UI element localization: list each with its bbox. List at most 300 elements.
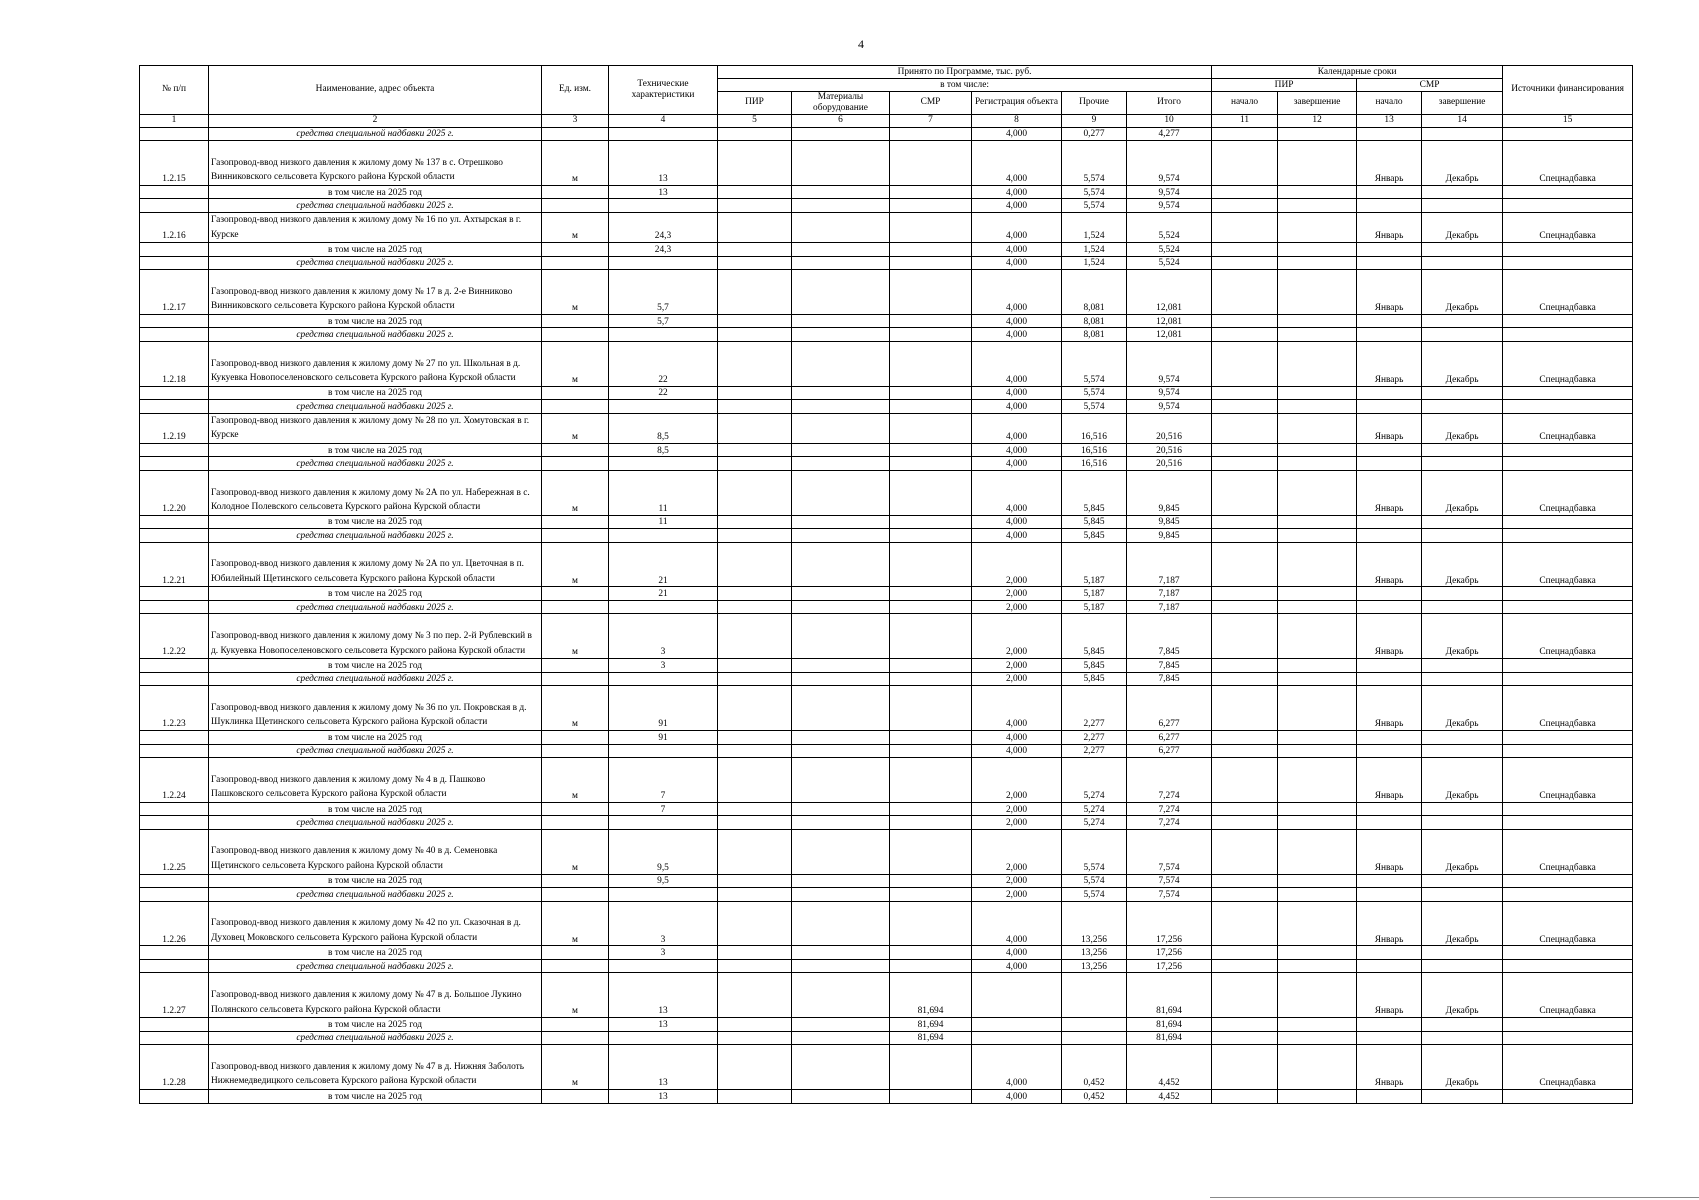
smr-cell: [890, 614, 972, 659]
pir-cell: [718, 270, 792, 315]
total-cell: 5,524: [1127, 212, 1212, 242]
pir-start-cell: [1212, 600, 1278, 614]
object-name: средства специальной надбавки 2025 г.: [209, 888, 542, 902]
source-cell: [1503, 874, 1633, 888]
other-cell: 1,524: [1062, 243, 1127, 257]
registration-cell: [972, 973, 1062, 1018]
registration-cell: 4,000: [972, 731, 1062, 745]
header-smr: СМР: [890, 92, 972, 115]
pir-end-cell: [1278, 946, 1357, 960]
registration-cell: 4,000: [972, 457, 1062, 471]
tech-cell: 13: [609, 1045, 718, 1090]
smr-cell: [890, 600, 972, 614]
object-name: в том числе на 2025 год: [209, 1090, 542, 1104]
smr-start-cell: [1357, 731, 1422, 745]
pir-end-cell: [1278, 600, 1357, 614]
column-number: 1: [140, 114, 209, 127]
source-cell: Спецнадбавка: [1503, 614, 1633, 659]
row-number: [140, 400, 209, 414]
materials-cell: [792, 744, 890, 758]
object-row: [140, 270, 1633, 315]
pir-start-cell: [1212, 959, 1278, 973]
row-number: [140, 185, 209, 199]
object-name: в том числе на 2025 год: [209, 314, 542, 328]
source-cell: [1503, 816, 1633, 830]
smr-cell: [890, 1045, 972, 1090]
total-cell: 7,187: [1127, 600, 1212, 614]
column-number: 4: [609, 114, 718, 127]
unit-cell: [542, 457, 609, 471]
pir-cell: [718, 1045, 792, 1090]
smr-cell: [890, 185, 972, 199]
row-number: [140, 1018, 209, 1032]
tech-cell: [609, 328, 718, 342]
smr-end-cell: Декабрь: [1422, 470, 1503, 515]
object-row: [140, 829, 1633, 874]
smr-cell: [890, 888, 972, 902]
registration-cell: 4,000: [972, 400, 1062, 414]
tech-cell: [609, 127, 718, 141]
pir-cell: [718, 946, 792, 960]
registration-cell: [972, 1018, 1062, 1032]
pir-end-cell: [1278, 386, 1357, 400]
object-row: [140, 758, 1633, 803]
object-name: в том числе на 2025 год: [209, 1018, 542, 1032]
other-cell: 5,574: [1062, 829, 1127, 874]
special-surcharge-row: [140, 888, 1633, 902]
smr-cell: [890, 470, 972, 515]
total-cell: 9,574: [1127, 141, 1212, 186]
pir-end-cell: [1278, 816, 1357, 830]
total-cell: 7,845: [1127, 659, 1212, 673]
total-cell: 7,574: [1127, 888, 1212, 902]
object-row: [140, 212, 1633, 242]
page-number: 4: [858, 37, 864, 51]
pir-cell: [718, 529, 792, 543]
other-cell: 5,574: [1062, 874, 1127, 888]
object-name: средства специальной надбавки 2025 г.: [209, 328, 542, 342]
pir-start-cell: [1212, 199, 1278, 213]
row-number: [140, 731, 209, 745]
object-name: в том числе на 2025 год: [209, 515, 542, 529]
smr-cell: [890, 127, 972, 141]
column-numbers-row: [140, 114, 1633, 127]
pir-cell: [718, 443, 792, 457]
tech-cell: [609, 672, 718, 686]
year-subtotal-row: [140, 731, 1633, 745]
smr-cell: [890, 901, 972, 946]
registration-cell: 2,000: [972, 758, 1062, 803]
tech-cell: 91: [609, 731, 718, 745]
other-cell: 2,277: [1062, 744, 1127, 758]
smr-cell: [890, 686, 972, 731]
smr-end-cell: [1422, 600, 1503, 614]
pir-cell: [718, 256, 792, 270]
unit-cell: [542, 1018, 609, 1032]
pir-start-cell: [1212, 744, 1278, 758]
registration-cell: 4,000: [972, 1090, 1062, 1104]
total-cell: 81,694: [1127, 1018, 1212, 1032]
smr-end-cell: [1422, 314, 1503, 328]
unit-cell: [542, 243, 609, 257]
unit-cell: м: [542, 470, 609, 515]
special-surcharge-row: [140, 328, 1633, 342]
materials-cell: [792, 1031, 890, 1045]
row-number: 1.2.15: [140, 141, 209, 186]
materials-cell: [792, 443, 890, 457]
year-subtotal-row: [140, 802, 1633, 816]
source-cell: [1503, 888, 1633, 902]
other-cell: [1062, 1018, 1127, 1032]
materials-cell: [792, 457, 890, 471]
smr-start-cell: [1357, 328, 1422, 342]
row-number: 1.2.20: [140, 470, 209, 515]
source-cell: [1503, 731, 1633, 745]
smr-cell: [890, 314, 972, 328]
materials-cell: [792, 413, 890, 443]
smr-end-cell: [1422, 1018, 1503, 1032]
unit-cell: [542, 1090, 609, 1104]
unit-cell: м: [542, 542, 609, 587]
materials-cell: [792, 1018, 890, 1032]
smr-end-cell: [1422, 127, 1503, 141]
row-number: [140, 328, 209, 342]
tech-cell: 5,7: [609, 270, 718, 315]
smr-end-cell: Декабрь: [1422, 542, 1503, 587]
pir-cell: [718, 874, 792, 888]
pir-end-cell: [1278, 672, 1357, 686]
row-number: 1.2.24: [140, 758, 209, 803]
smr-end-cell: [1422, 874, 1503, 888]
other-cell: 8,081: [1062, 314, 1127, 328]
other-cell: 5,274: [1062, 816, 1127, 830]
registration-cell: 2,000: [972, 542, 1062, 587]
pir-end-cell: [1278, 731, 1357, 745]
pir-cell: [718, 614, 792, 659]
smr-end-cell: [1422, 1090, 1503, 1104]
total-cell: 17,256: [1127, 946, 1212, 960]
pir-start-cell: [1212, 127, 1278, 141]
smr-end-cell: Декабрь: [1422, 901, 1503, 946]
source-cell: Спецнадбавка: [1503, 270, 1633, 315]
materials-cell: [792, 973, 890, 1018]
pir-start-cell: [1212, 443, 1278, 457]
object-name: средства специальной надбавки 2025 г.: [209, 529, 542, 543]
smr-cell: [890, 874, 972, 888]
total-cell: 7,274: [1127, 802, 1212, 816]
tech-cell: 8,5: [609, 443, 718, 457]
pir-end-cell: [1278, 199, 1357, 213]
total-cell: 9,574: [1127, 400, 1212, 414]
smr-start-cell: [1357, 1031, 1422, 1045]
pir-start-cell: [1212, 1031, 1278, 1045]
smr-start-cell: [1357, 185, 1422, 199]
row-number: [140, 744, 209, 758]
smr-start-cell: [1357, 386, 1422, 400]
pir-cell: [718, 829, 792, 874]
unit-cell: [542, 802, 609, 816]
year-subtotal-row: [140, 946, 1633, 960]
tech-cell: [609, 744, 718, 758]
column-number: 11: [1212, 114, 1278, 127]
source-cell: Спецнадбавка: [1503, 901, 1633, 946]
other-cell: 8,081: [1062, 270, 1127, 315]
special-surcharge-row: [140, 744, 1633, 758]
source-cell: [1503, 672, 1633, 686]
pir-start-cell: [1212, 243, 1278, 257]
other-cell: 5,274: [1062, 758, 1127, 803]
object-row: [140, 413, 1633, 443]
smr-end-cell: [1422, 457, 1503, 471]
unit-cell: [542, 443, 609, 457]
pir-cell: [718, 243, 792, 257]
row-number: 1.2.26: [140, 901, 209, 946]
pir-start-cell: [1212, 874, 1278, 888]
scan-edge-line: [1210, 1197, 1699, 1198]
object-name: Газопровод-ввод низкого давления к жилому дому № 27 по ул. Школьная в д. Кукуевка Новопоселеновского сельсовета Курского района Курской области: [209, 341, 542, 386]
other-cell: 5,274: [1062, 802, 1127, 816]
registration-cell: 2,000: [972, 802, 1062, 816]
object-row: [140, 470, 1633, 515]
header-accepted: Принято по Программе, тыс. руб.: [718, 66, 1212, 79]
source-cell: [1503, 587, 1633, 601]
total-cell: 20,516: [1127, 413, 1212, 443]
registration-cell: 4,000: [972, 270, 1062, 315]
smr-cell: [890, 587, 972, 601]
unit-cell: м: [542, 973, 609, 1018]
header-name: Наименование, адрес объекта: [209, 66, 542, 115]
unit-cell: [542, 744, 609, 758]
pir-cell: [718, 328, 792, 342]
pir-start-cell: [1212, 1090, 1278, 1104]
pir-cell: [718, 212, 792, 242]
materials-cell: [792, 946, 890, 960]
pir-start-cell: [1212, 529, 1278, 543]
other-cell: 13,256: [1062, 946, 1127, 960]
materials-cell: [792, 874, 890, 888]
header-cal-pir: ПИР: [1212, 79, 1357, 92]
year-subtotal-row: [140, 386, 1633, 400]
object-name: средства специальной надбавки 2025 г.: [209, 400, 542, 414]
source-cell: [1503, 744, 1633, 758]
smr-start-cell: Январь: [1357, 758, 1422, 803]
pir-end-cell: [1278, 212, 1357, 242]
smr-cell: [890, 270, 972, 315]
source-cell: Спецнадбавка: [1503, 758, 1633, 803]
total-cell: 7,274: [1127, 758, 1212, 803]
row-number: [140, 659, 209, 673]
object-row: [140, 973, 1633, 1018]
smr-cell: [890, 328, 972, 342]
tech-cell: 11: [609, 470, 718, 515]
row-number: [140, 386, 209, 400]
column-number: 13: [1357, 114, 1422, 127]
source-cell: [1503, 386, 1633, 400]
year-subtotal-row: [140, 1018, 1633, 1032]
unit-cell: м: [542, 141, 609, 186]
smr-start-cell: [1357, 659, 1422, 673]
pir-start-cell: [1212, 659, 1278, 673]
header-registration: Регистрация объекта: [972, 92, 1062, 115]
other-cell: 5,187: [1062, 600, 1127, 614]
registration-cell: 4,000: [972, 529, 1062, 543]
smr-end-cell: Декабрь: [1422, 341, 1503, 386]
total-cell: 20,516: [1127, 443, 1212, 457]
row-number: [140, 959, 209, 973]
unit-cell: м: [542, 1045, 609, 1090]
source-cell: Спецнадбавка: [1503, 212, 1633, 242]
smr-start-cell: Январь: [1357, 901, 1422, 946]
pir-start-cell: [1212, 386, 1278, 400]
tech-cell: 13: [609, 1018, 718, 1032]
pir-end-cell: [1278, 328, 1357, 342]
pir-end-cell: [1278, 470, 1357, 515]
object-name: средства специальной надбавки 2025 г.: [209, 600, 542, 614]
smr-cell: 81,694: [890, 1031, 972, 1045]
special-surcharge-row: [140, 600, 1633, 614]
source-cell: [1503, 199, 1633, 213]
materials-cell: [792, 328, 890, 342]
smr-end-cell: Декабрь: [1422, 270, 1503, 315]
pir-end-cell: [1278, 185, 1357, 199]
source-cell: [1503, 802, 1633, 816]
pir-end-cell: [1278, 888, 1357, 902]
object-name: Газопровод-ввод низкого давления к жилому дому № 16 по ул. Ахтырская в г. Курске: [209, 212, 542, 242]
header-total: Итого: [1127, 92, 1212, 115]
other-cell: 5,574: [1062, 199, 1127, 213]
pir-cell: [718, 400, 792, 414]
registration-cell: 4,000: [972, 243, 1062, 257]
pir-end-cell: [1278, 1090, 1357, 1104]
registration-cell: 4,000: [972, 413, 1062, 443]
total-cell: 12,081: [1127, 314, 1212, 328]
registration-cell: [972, 1031, 1062, 1045]
row-number: [140, 515, 209, 529]
object-row: [140, 141, 1633, 186]
object-name: в том числе на 2025 год: [209, 243, 542, 257]
object-name: средства специальной надбавки 2025 г.: [209, 672, 542, 686]
header-num: № п/п: [140, 66, 209, 115]
tech-cell: 3: [609, 901, 718, 946]
year-subtotal-row: [140, 874, 1633, 888]
object-name: Газопровод-ввод низкого давления к жилому дому № 28 по ул. Хомутовская в г. Курске: [209, 413, 542, 443]
object-name: Газопровод-ввод низкого давления к жилому дому № 36 по ул. Покровская в д. Шуклинка Щетинского сельсовета Курского района Курской области: [209, 686, 542, 731]
materials-cell: [792, 1090, 890, 1104]
materials-cell: [792, 141, 890, 186]
object-name: средства специальной надбавки 2025 г.: [209, 127, 542, 141]
smr-start-cell: [1357, 199, 1422, 213]
registration-cell: 2,000: [972, 659, 1062, 673]
unit-cell: [542, 874, 609, 888]
pir-start-cell: [1212, 816, 1278, 830]
total-cell: 12,081: [1127, 328, 1212, 342]
unit-cell: [542, 400, 609, 414]
tech-cell: [609, 256, 718, 270]
pir-cell: [718, 1090, 792, 1104]
smr-start-cell: Январь: [1357, 973, 1422, 1018]
total-cell: 4,277: [1127, 127, 1212, 141]
special-surcharge-row: [140, 529, 1633, 543]
pir-start-cell: [1212, 672, 1278, 686]
smr-end-cell: [1422, 816, 1503, 830]
registration-cell: 4,000: [972, 185, 1062, 199]
row-number: [140, 443, 209, 457]
other-cell: 5,845: [1062, 672, 1127, 686]
other-cell: 5,845: [1062, 470, 1127, 515]
unit-cell: [542, 386, 609, 400]
header-unit: Ед. изм.: [542, 66, 609, 115]
smr-end-cell: [1422, 386, 1503, 400]
smr-end-cell: [1422, 587, 1503, 601]
pir-start-cell: [1212, 185, 1278, 199]
column-number: 15: [1503, 114, 1633, 127]
source-cell: [1503, 127, 1633, 141]
tech-cell: 8,5: [609, 413, 718, 443]
other-cell: 5,845: [1062, 515, 1127, 529]
pir-cell: [718, 758, 792, 803]
other-cell: 0,277: [1062, 127, 1127, 141]
unit-cell: [542, 199, 609, 213]
smr-end-cell: Декабрь: [1422, 614, 1503, 659]
smr-cell: [890, 802, 972, 816]
row-number: [140, 457, 209, 471]
registration-cell: 4,000: [972, 959, 1062, 973]
pir-end-cell: [1278, 515, 1357, 529]
total-cell: 9,845: [1127, 470, 1212, 515]
tech-cell: [609, 199, 718, 213]
other-cell: 5,574: [1062, 185, 1127, 199]
registration-cell: 4,000: [972, 515, 1062, 529]
special-surcharge-row: [140, 959, 1633, 973]
unit-cell: м: [542, 901, 609, 946]
row-number: [140, 802, 209, 816]
smr-cell: [890, 515, 972, 529]
smr-start-cell: [1357, 959, 1422, 973]
materials-cell: [792, 542, 890, 587]
column-number: 3: [542, 114, 609, 127]
total-cell: 9,574: [1127, 341, 1212, 386]
smr-end-cell: [1422, 959, 1503, 973]
materials-cell: [792, 829, 890, 874]
year-subtotal-row: [140, 243, 1633, 257]
tech-cell: [609, 959, 718, 973]
pir-start-cell: [1212, 515, 1278, 529]
row-number: 1.2.22: [140, 614, 209, 659]
row-number: 1.2.27: [140, 973, 209, 1018]
pir-end-cell: [1278, 802, 1357, 816]
pir-cell: [718, 888, 792, 902]
object-name: в том числе на 2025 год: [209, 731, 542, 745]
row-number: 1.2.28: [140, 1045, 209, 1090]
source-cell: [1503, 400, 1633, 414]
total-cell: 4,452: [1127, 1045, 1212, 1090]
object-name: в том числе на 2025 год: [209, 659, 542, 673]
other-cell: 5,845: [1062, 614, 1127, 659]
other-cell: 5,574: [1062, 400, 1127, 414]
pir-start-cell: [1212, 686, 1278, 731]
header-sources: Источники финансирования: [1503, 66, 1633, 115]
total-cell: 9,574: [1127, 199, 1212, 213]
object-row: [140, 614, 1633, 659]
materials-cell: [792, 270, 890, 315]
year-subtotal-row: [140, 587, 1633, 601]
pir-end-cell: [1278, 127, 1357, 141]
materials-cell: [792, 212, 890, 242]
pir-cell: [718, 686, 792, 731]
source-cell: Спецнадбавка: [1503, 1045, 1633, 1090]
year-subtotal-row: [140, 185, 1633, 199]
registration-cell: 2,000: [972, 829, 1062, 874]
